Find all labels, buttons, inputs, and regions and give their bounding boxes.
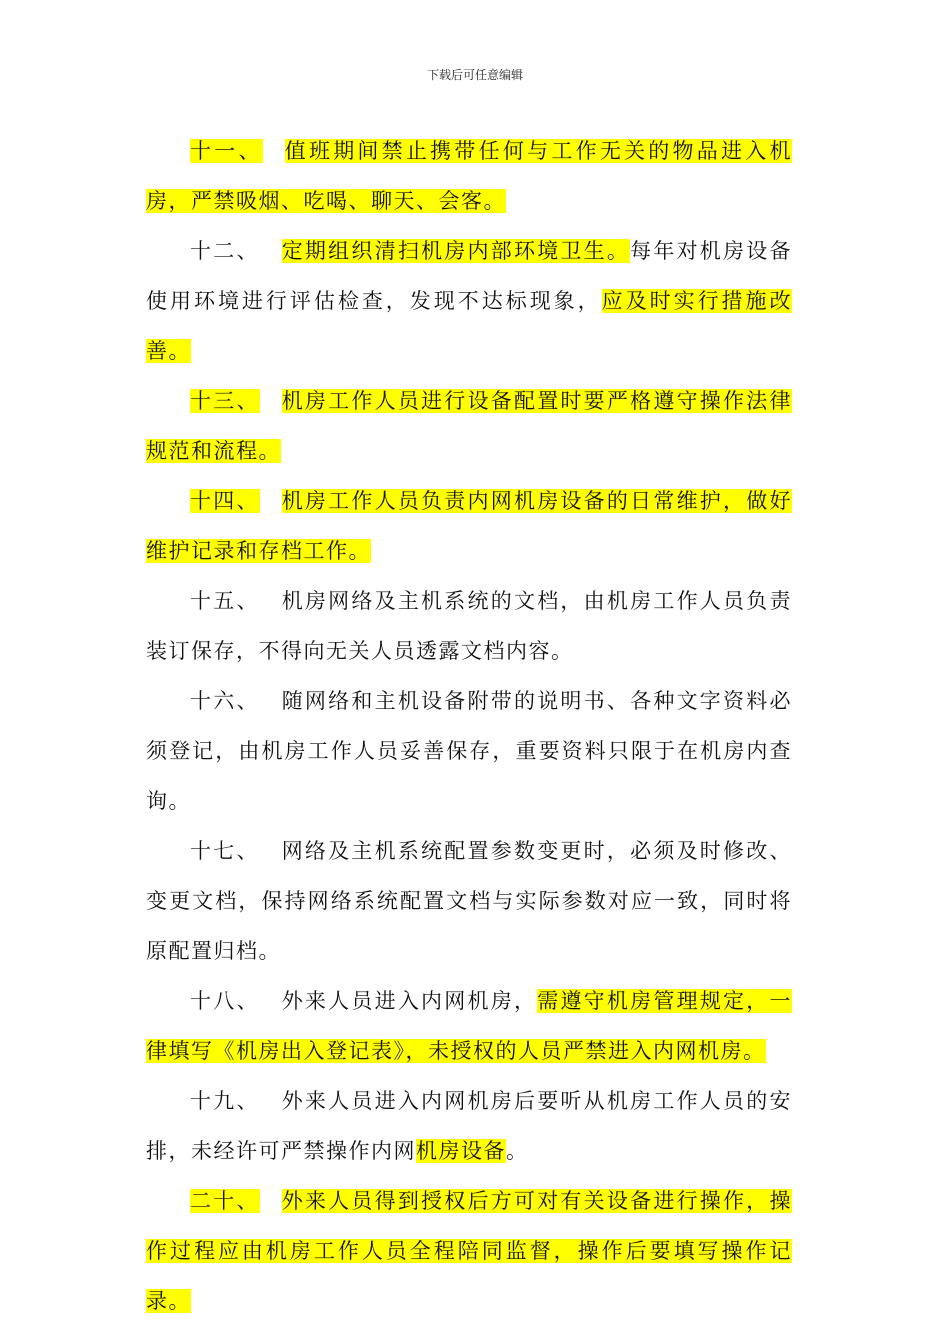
- clause-number: 十二、: [190, 239, 260, 263]
- clause-paragraph: [146, 1076, 792, 1176]
- clause-number: 十九、: [190, 1089, 260, 1113]
- clause-number: 十七、: [190, 839, 260, 863]
- clause-number: 十八、: [190, 989, 260, 1013]
- clause-paragraph: [146, 576, 792, 676]
- clause-number: 十四、: [190, 489, 260, 513]
- clause-paragraph: [146, 826, 792, 976]
- clause-text: 值班期间禁止携带任何与工作无关的物品进入机房，严禁吸烟、吃喝、聊天、会客。: [146, 139, 792, 213]
- clause-text: 定期组织清扫机房内部环境卫生。: [281, 239, 631, 263]
- clause-paragraph: [146, 476, 792, 576]
- clause-text: 网络及主机系统配置参数变更时，必须及时修改、变更文档，保持网络系统配置文档与实际参数对应一致，同时将原配置归档。: [146, 839, 792, 963]
- document-body: [146, 126, 792, 1326]
- clause-text: 机房网络及主机系统的文档，由机房工作人员负责装订保存，不得向无关人员透露文档内容。: [146, 589, 792, 663]
- clause-text: 机房设备: [416, 1139, 506, 1163]
- clause-number: 十一、: [190, 139, 263, 163]
- clause-text: 机房工作人员负责内网机房设备的日常维护，做好维护记录和存档工作。: [146, 489, 792, 563]
- clause-text: 每年对机房设备使用环境进行评估检查，发现不达标现象，: [146, 239, 792, 313]
- clause-text: 需遵守机房管理规定，一律填写《机房出入登记表》，未授权的人员严禁进入内网机房。: [146, 989, 793, 1063]
- clause-paragraph: [146, 226, 792, 376]
- clause-text: 外来人员进入内网机房后要听从机房工作人员的安排，未经许可严禁操作内网: [146, 1089, 792, 1163]
- clause-paragraph: [146, 126, 792, 226]
- clause-number: 十六、: [190, 689, 260, 713]
- clause-paragraph: [146, 376, 792, 476]
- clause-number: 二十、: [190, 1189, 260, 1213]
- page-header: 下载后可任意编辑: [426, 68, 523, 82]
- clause-paragraph: [146, 1176, 792, 1326]
- clause-paragraph: [146, 676, 792, 826]
- clause-paragraph: [146, 976, 792, 1076]
- clause-text: 应及时实行措施改善。: [146, 289, 793, 363]
- clause-number: 十五、: [190, 589, 260, 613]
- clause-text: 机房工作人员进行设备配置时要严格遵守操作法律规范和流程。: [146, 389, 792, 463]
- clause-text: 外来人员得到授权后方可对有关设备进行操作，操作过程应由机房工作人员全程陪同监督，操作后要填写操作记录。: [146, 1189, 792, 1313]
- clause-text: 。: [506, 1139, 529, 1163]
- clause-number: 十三、: [190, 389, 260, 413]
- clause-text: 外来人员进入内网机房，: [281, 989, 538, 1013]
- clause-text: 随网络和主机设备附带的说明书、各种文字资料必须登记，由机房工作人员妥善保存，重要资料只限于在机房内查询。: [146, 689, 792, 813]
